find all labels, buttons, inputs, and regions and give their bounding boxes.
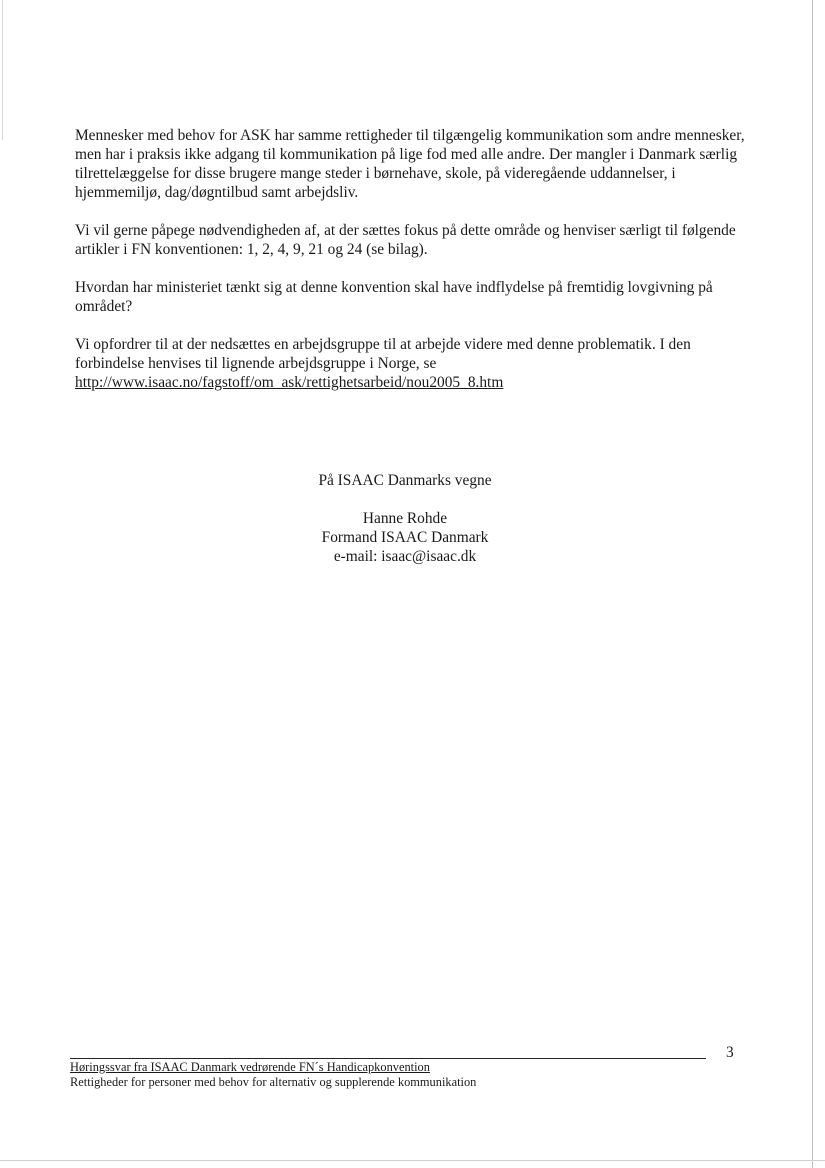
scan-edge-right	[812, 0, 813, 1168]
footer-subtitle: Rettigheder for personer med behov for alternativ og supplerende kommunikation	[70, 1075, 477, 1089]
on-behalf-line: På ISAAC Danmarks vegne	[318, 472, 492, 489]
paragraph-ask-rights: Mennesker med behov for ASK har samme rettigheder til tilgængelig kommunikation som andre mennesker, men har i praksis ikke adgang til kommunikation på lige fod med alle andre. Der mangler i Danmark særlig tilrettelæggelse for disse brugere mange steder i børnehave, skole, på videregående uddannelser, i hjemmemiljø, dag/døgntilbud samt arbejdsliv.	[75, 127, 745, 201]
norway-reference-link[interactable]: http://www.isaac.no/fagstoff/om_ask/rettighetsarbeid/nou2005_8.htm	[75, 374, 504, 391]
footer-title: Høringssvar fra ISAAC Danmark vedrørende FN´s Handicapkonvention	[70, 1060, 430, 1074]
signatory-name: Hanne Rohde	[362, 510, 448, 527]
signature-block	[255, 471, 555, 566]
scan-edge-bottom	[0, 1160, 825, 1161]
signatory-title: Formand ISAAC Danmark	[321, 529, 489, 546]
paragraph-focus-articles: Vi vil gerne påpege nødvendigheden af, at der sættes fokus på dette område og henviser særligt til følgende artikler i FN konventionen: 1, 2, 4, 9, 21 og 24 (se bilag).	[75, 222, 736, 258]
scan-edge-left	[2, 0, 3, 140]
signatory-email: e-mail: isaac@isaac.dk	[333, 548, 477, 565]
page-number: 3	[726, 1044, 734, 1061]
letter-body	[75, 126, 745, 392]
footer-divider	[70, 1058, 706, 1059]
paragraph-working-group: Vi opfordrer til at der nedsættes en arbejdsgruppe til at arbejde videre med denne problematik. I den forbindelse henvises til lignende arbejdsgruppe i Norge, se	[75, 336, 691, 372]
paragraph-ministry-question: Hvordan har ministeriet tænkt sig at denne konvention skal have indflydelse på fremtidig lovgivning på området?	[75, 279, 713, 315]
